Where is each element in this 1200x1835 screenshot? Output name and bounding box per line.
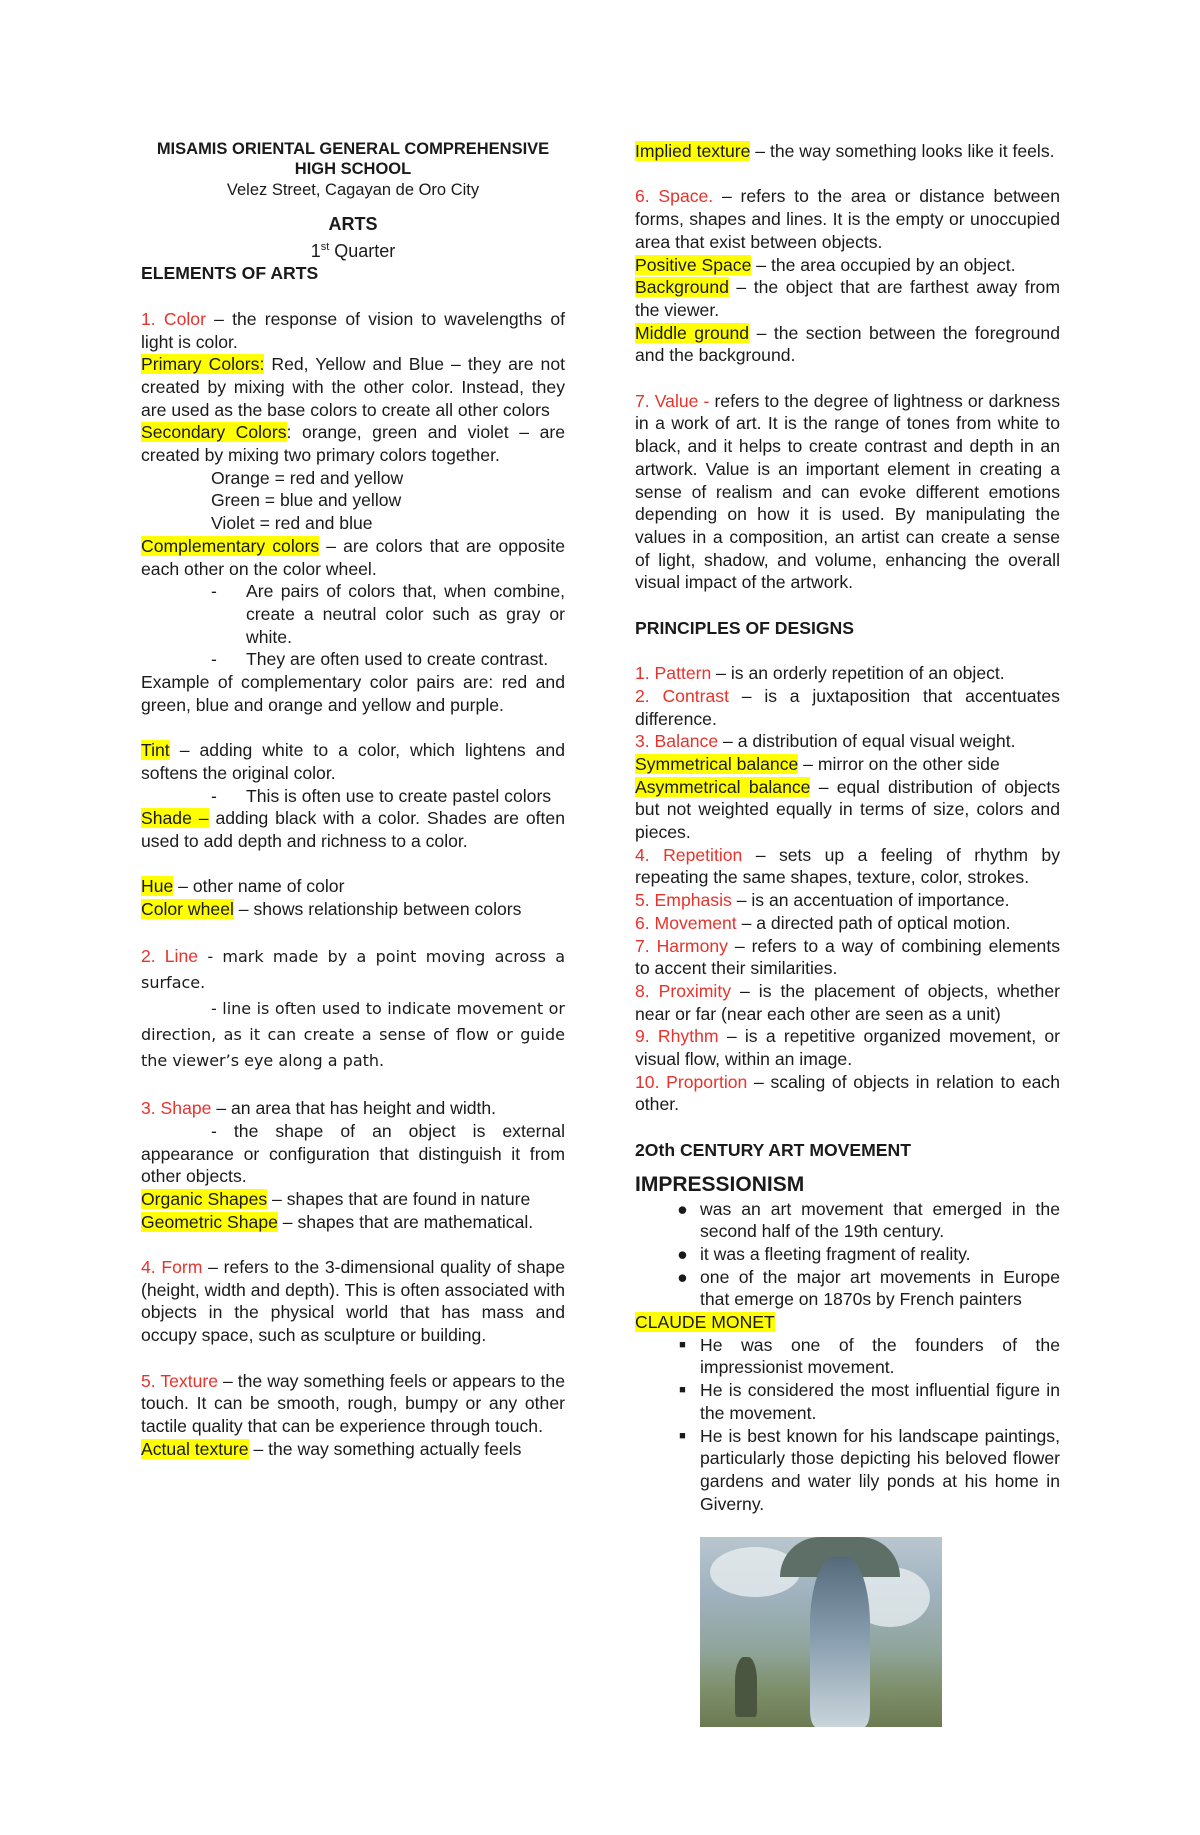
middle-ground: Middle ground – the section between the foreground and the background. bbox=[635, 322, 1060, 366]
secondary-colors: Secondary Colors: orange, green and violet – are created by mixing two primary colors together. bbox=[141, 422, 566, 466]
primary-colors: Primary Colors: Red, Yellow and Blue – they are not created by mixing with the other color. Instead, they are used as the base colors to create all other colors bbox=[141, 354, 565, 420]
complementary-example: Example of complementary color pairs are: red and green, blue and orange and yellow and purple. bbox=[141, 672, 565, 715]
mix-green: Green = blue and yellow bbox=[211, 490, 402, 511]
complementary-colors: Complementary colors – are colors that are opposite each other on the color wheel. bbox=[141, 535, 566, 579]
list-item: ● one of the major art movements in Europe that emerge on 1870s by French painters bbox=[677, 1266, 1060, 1310]
right-column bbox=[635, 140, 1060, 1727]
emphasis: 5. Emphasis – is an accentuation of importance. bbox=[635, 890, 1010, 911]
space-definition: 6. Space. – refers to the area or distance between forms, shapes and lines. It is the empty or unoccupied area that exist between objects. bbox=[635, 186, 1060, 252]
school-address: Velez Street, Cagayan de Oro City bbox=[226, 181, 480, 199]
tint-definition: Tint – adding white to a color, which lightens and softens the original color. bbox=[141, 740, 565, 783]
mix-violet: Violet = red and blue bbox=[211, 513, 373, 534]
repetition: 4. Repetition – sets up a feeling of rhythm by repeating the same shapes, texture, color, strokes. bbox=[635, 844, 1060, 888]
value-definition: 7. Value - refers to the degree of lightness or darkness in a work of art. It is the range of tones from white to black, and it helps to create contrast and depth in an artwork. Value is an important element in creating a sense of realism and can evoke different emotions depending on how it is used. By manipulating the values in a composition, an artist can create a sense of light, shadow, and volume, enhancing the overall visual impact of the artwork. bbox=[635, 390, 1060, 593]
art-movement-heading: 2Oth CENTURY ART MOVEMENT bbox=[635, 1139, 911, 1160]
claude-monet: CLAUDE MONET bbox=[635, 1312, 775, 1333]
list-item: ■ He is best known for his landscape paintings, particularly those depicting his beloved flower gardens and water lily ponds at his home in Giverny. bbox=[679, 1425, 1060, 1514]
quarter-label: 1st Quarter bbox=[310, 240, 396, 261]
shape-point: - the shape of an object is external appearance or configuration that distinguish it from other objects. bbox=[141, 1120, 565, 1187]
principles-heading: PRINCIPLES OF DESIGNS bbox=[635, 617, 854, 638]
left-column bbox=[141, 140, 565, 1460]
list-item: ● it was a fleeting fragment of reality. bbox=[677, 1243, 971, 1264]
shape-definition: 3. Shape – an area that has height and width. bbox=[141, 1098, 497, 1119]
line-definition: 2. Line - mark made by a point moving across a surface. bbox=[141, 946, 566, 993]
line-point: - line is often used to indicate movement or direction, as it can create a sense of flow or guide the viewer’s eye along a path. bbox=[141, 999, 565, 1071]
texture-definition: 5. Texture – the way something feels or appears to the touch. It can be smooth, rough, bumpy or any other tactile quality that can be experience through touch. bbox=[141, 1370, 566, 1436]
rhythm: 9. Rhythm – is a repetitive organized movement, or visual flow, within an image. bbox=[635, 1026, 1060, 1070]
contrast: 2. Contrast – is a juxtaposition that accentuates difference. bbox=[635, 685, 1060, 729]
woman-figure bbox=[810, 1557, 870, 1727]
movement: 6. Movement – a directed path of optical motion. bbox=[635, 912, 1011, 933]
list-item: ● was an art movement that emerged in the second half of the 19th century. bbox=[677, 1198, 1060, 1242]
organic-shapes: Organic Shapes – shapes that are found in nature bbox=[141, 1188, 531, 1209]
monet-painting-image bbox=[700, 1537, 942, 1727]
impressionism-title: IMPRESSIONISM bbox=[635, 1172, 805, 1196]
harmony: 7. Harmony – refers to a way of combining elements to accent their similarities. bbox=[635, 935, 1060, 979]
subject-title: ARTS bbox=[328, 214, 378, 234]
school-name: MISAMIS ORIENTAL GENERAL COMPREHENSIVE HIGH SCHOOL bbox=[156, 140, 550, 178]
implied-texture: Implied texture – the way something looks like it feels. bbox=[635, 141, 1055, 161]
proximity: 8. Proximity – is the placement of objects, whether near or far (near each other are seen as a unit) bbox=[635, 980, 1060, 1024]
geometric-shape: Geometric Shape – shapes that are mathematical. bbox=[141, 1211, 534, 1232]
hue-definition: Hue – other name of color bbox=[141, 876, 345, 897]
elements-heading: ELEMENTS OF ARTS bbox=[141, 263, 319, 284]
child-figure bbox=[735, 1657, 757, 1717]
color-definition: 1. Color – the response of vision to wavelengths of light is color. bbox=[141, 308, 565, 352]
form-definition: 4. Form – refers to the 3-dimensional quality of shape (height, width and depth). This is often associated with objects in the physical world that has mass and occupy space, such as sculpture or building. bbox=[141, 1257, 565, 1346]
list-item: - Are pairs of colors that, when combine, create a neutral color such as gray or white. bbox=[211, 581, 565, 647]
list-item: ■ He was one of the founders of the impressionist movement. bbox=[679, 1334, 1060, 1378]
pattern: 1. Pattern – is an orderly repetition of an object. bbox=[635, 663, 1005, 684]
background-definition: Background – the object that are farthest away from the viewer. bbox=[635, 277, 1060, 320]
asymmetrical-balance: Asymmetrical balance – equal distribution of objects but not weighted equally in terms of size, colors and pieces. bbox=[635, 776, 1060, 843]
list-item: ■ He is considered the most influential figure in the movement. bbox=[679, 1380, 1060, 1423]
proportion: 10. Proportion – scaling of objects in relation to each other. bbox=[635, 1071, 1060, 1115]
mix-orange: Orange = red and yellow bbox=[211, 467, 404, 488]
actual-texture: Actual texture – the way something actually feels bbox=[141, 1438, 522, 1459]
color-wheel-definition: Color wheel – shows relationship between colors bbox=[141, 899, 522, 920]
list-item: - They are often used to create contrast. bbox=[211, 649, 549, 670]
balance: 3. Balance – a distribution of equal visual weight. bbox=[635, 731, 1016, 752]
list-item: - This is often use to create pastel colors bbox=[211, 785, 552, 806]
symmetrical-balance: Symmetrical balance – mirror on the other side bbox=[635, 753, 1000, 774]
shade-definition: Shade – adding black with a color. Shades are often used to add depth and richness to a color. bbox=[141, 808, 565, 851]
positive-space: Positive Space – the area occupied by an object. bbox=[635, 254, 1016, 275]
